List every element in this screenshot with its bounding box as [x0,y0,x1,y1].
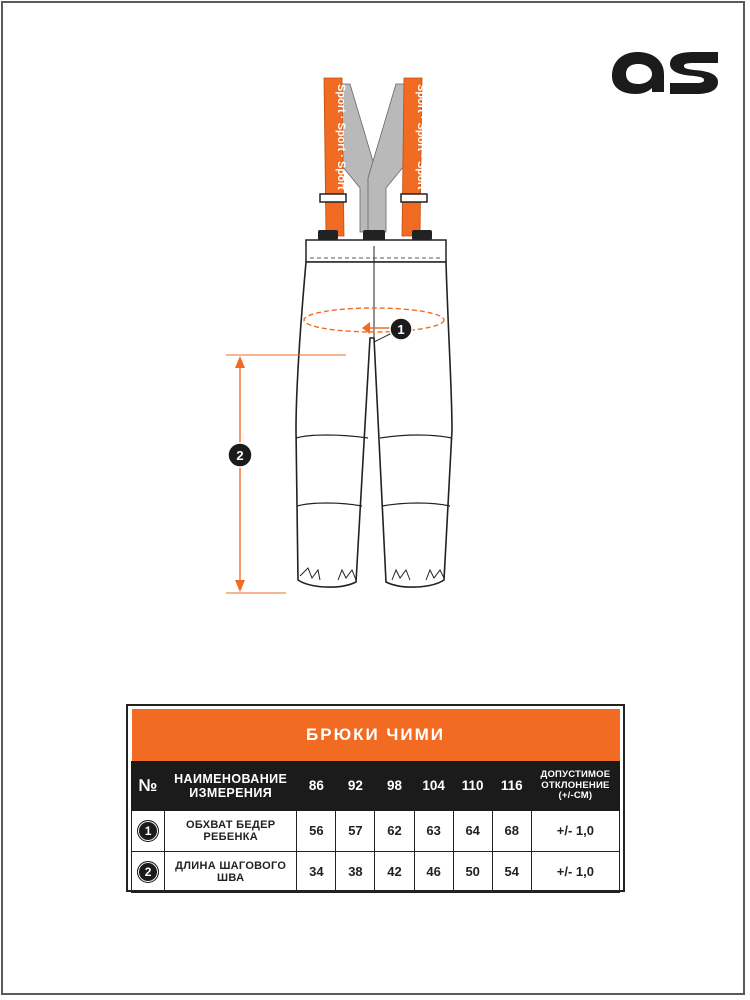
table-cell: 54 [492,852,531,893]
table-cell: 42 [375,852,414,893]
size-table-container [126,704,625,892]
row-badge-cell [132,811,165,852]
table-cell: 68 [492,811,531,852]
table-cell: 34 [297,852,336,893]
header-size-116: 116 [492,762,531,811]
waistband [306,240,446,262]
garment-drawing [200,70,480,610]
header-size-92: 92 [336,762,375,811]
table-header-row [132,762,620,811]
row-tolerance: +/- 1,0 [531,811,619,852]
header-size-98: 98 [375,762,414,811]
header-name-line1: НАИМЕНОВАНИЕ [174,772,288,786]
row-tolerance: +/- 1,0 [531,852,619,893]
header-tolerance-line1: ДОПУСТИМОЕ [540,769,611,781]
header-tolerance [531,762,619,811]
table-cell: 38 [336,852,375,893]
header-tolerance-line2: ОТКЛОНЕНИЕ [541,779,610,791]
row-measurement-name [165,811,297,852]
row-name-line1: ДЛИНА ШАГОВОГО [175,859,287,872]
row-measurement-name [165,852,297,893]
table-cell: 64 [453,811,492,852]
table-row [132,811,620,852]
header-size-104: 104 [414,762,453,811]
table-cell: 63 [414,811,453,852]
size-table [131,709,620,893]
marker-1-label: 1 [397,322,405,337]
table-title: БРЮКИ ЧИМИ [132,709,620,762]
header-size-86: 86 [297,762,336,811]
header-number-sign: № [132,762,165,811]
table-cell: 56 [297,811,336,852]
strap-print-right: Sport · Sport · Sport [415,84,427,190]
row-name-line2: РЕБЕНКА [203,831,258,843]
header-size-110: 110 [453,762,492,811]
row-number-badge: 2 [137,861,159,883]
table-row [132,852,620,893]
brand-logo [610,38,720,98]
marker-2-label: 2 [236,448,244,463]
row-name-line2: ШВА [217,872,245,884]
header-name-line2: ИЗМЕРЕНИЯ [189,786,273,800]
strap-print-left: Sport · Sport · Sport [335,84,347,190]
suspenders [318,78,432,242]
table-cell: 57 [336,811,375,852]
row-badge-cell [132,852,165,893]
header-tolerance-line3: (+/-СМ) [558,790,593,802]
row-name-line1: ОБХВАТ БЕДЕР [185,818,276,831]
table-cell: 62 [375,811,414,852]
table-cell: 46 [414,852,453,893]
header-measurement-name [165,762,297,811]
row-number-badge: 1 [137,820,159,842]
table-cell: 50 [453,852,492,893]
